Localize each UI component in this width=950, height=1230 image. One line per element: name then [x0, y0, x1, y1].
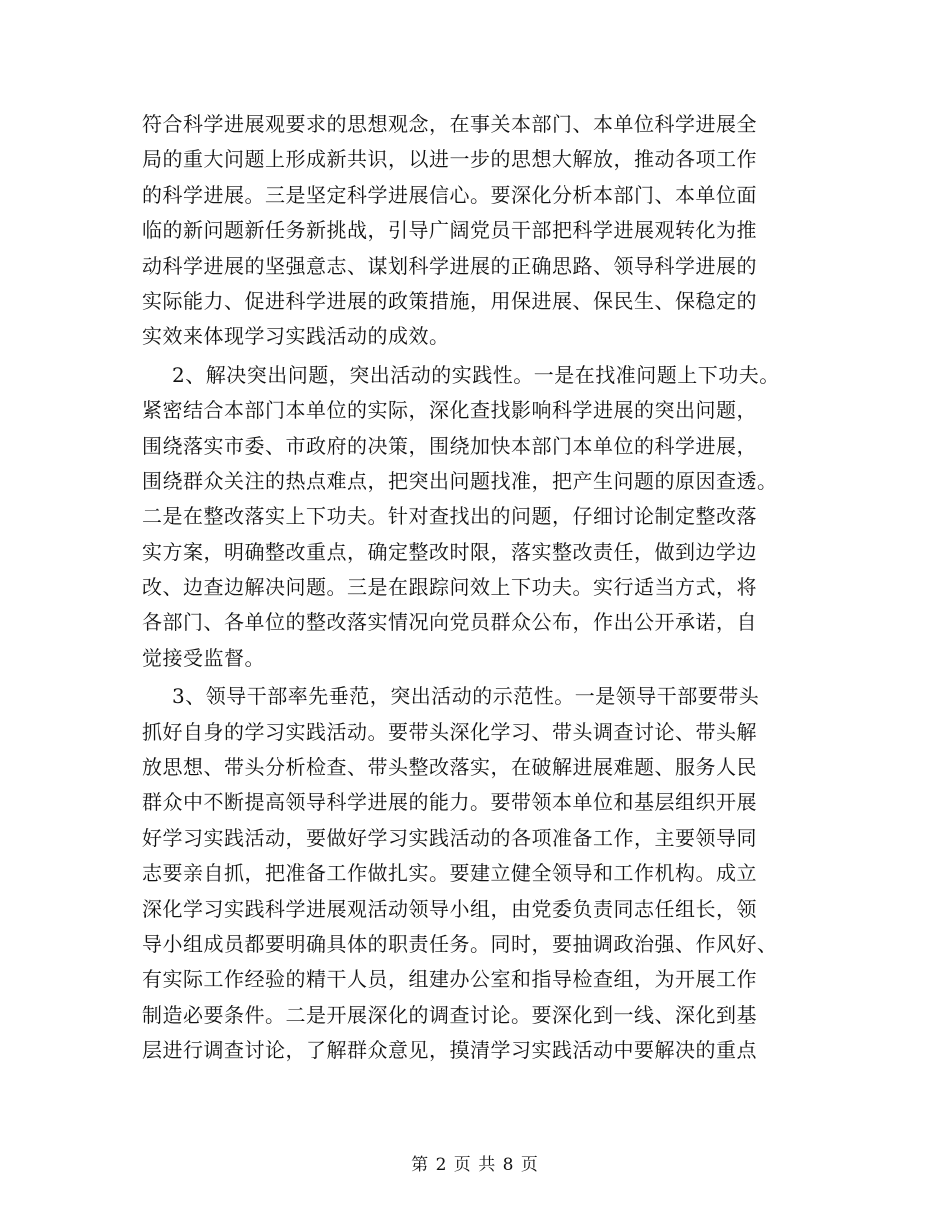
document-body [142, 107, 842, 1069]
text-line: 二是在整改落实上下功夫。针对查找出的问题，仔细讨论制定整改落 [142, 504, 757, 529]
text-line: 抓好自身的学习实践活动。要带头深化学习、带头调查讨论、带头解 [142, 719, 757, 744]
text-line: 制造必要条件。二是开展深化的调查讨论。要深化到一线、深化到基 [142, 1002, 757, 1027]
text-line: 导小组成员都要明确具体的职责任务。同时，要抽调政治强、作风好、 [142, 931, 778, 956]
text-line: 放思想、带头分析检查、带头整改落实，在破解进展难题、服务人民 [142, 755, 757, 780]
paragraph-start-line: 2、解决突出问题，突出活动的实践性。一是在找准问题上下功夫。 [172, 362, 780, 387]
text-line: 围绕落实市委、市政府的决策，围绕加快本部门本单位的科学进展， [142, 433, 757, 458]
text-line: 临的新问题新任务新挑战，引导广阔党员干部把科学进展观转化为推 [142, 218, 757, 243]
text-line: 有实际工作经验的精干人员，组建办公室和指导检查组，为开展工作 [142, 967, 757, 992]
text-line: 志要亲自抓，把准备工作做扎实。要建立健全领导和工作机构。成立 [142, 861, 757, 886]
text-line: 各部门、各单位的整改落实情况向党员群众公布，作出公开承诺，自 [142, 610, 757, 635]
text-line: 符合科学进展观要求的思想观念，在事关本部门、本单位科学进展全 [142, 112, 757, 136]
paragraph-start-line: 3、领导干部率先垂范，突出活动的示范性。一是领导干部要带头 [172, 684, 760, 709]
text-line: 好学习实践活动，要做好学习实践活动的各项准备工作，主要领导同 [142, 825, 757, 850]
text-line: 实效来体现学习实践活动的成效。 [142, 324, 450, 349]
text-line: 层进行调查讨论，了解群众意见，摸清学习实践活动中要解决的重点 [142, 1038, 757, 1063]
text-line: 觉接受监督。 [142, 645, 265, 670]
text-line: 局的重大问题上形成新共识，以进一步的思想大解放，推动各项工作 [142, 147, 757, 172]
text-line: 围绕群众关注的热点难点，把突出问题找准，把产生问题的原因查透。 [142, 468, 778, 493]
text-line: 改、边查边解决问题。三是在跟踪问效上下功夫。实行适当方式，将 [142, 575, 757, 600]
text-line: 群众中不断提高领导科学进展的能力。要带领本单位和基层组织开展 [142, 790, 757, 815]
text-line: 动科学进展的坚强意志、谋划科学进展的正确思路、领导科学进展的 [142, 253, 757, 278]
text-line: 的科学进展。三是坚定科学进展信心。要深化分析本部门、本单位面 [142, 182, 757, 207]
text-line: 实际能力、促进科学进展的政策措施，用保进展、保民生、保稳定的 [142, 288, 757, 313]
text-line: 深化学习实践科学进展观活动领导小组，由党委负责同志任组长，领 [142, 896, 757, 921]
text-line: 实方案，明确整改重点，确定整改时限，落实整改责任，做到边学边 [142, 539, 757, 564]
page-number-footer: 第 2 页 共 8 页 [411, 1155, 539, 1175]
text-line: 紧密结合本部门本单位的实际，深化查找影响科学进展的突出问题， [142, 398, 757, 423]
